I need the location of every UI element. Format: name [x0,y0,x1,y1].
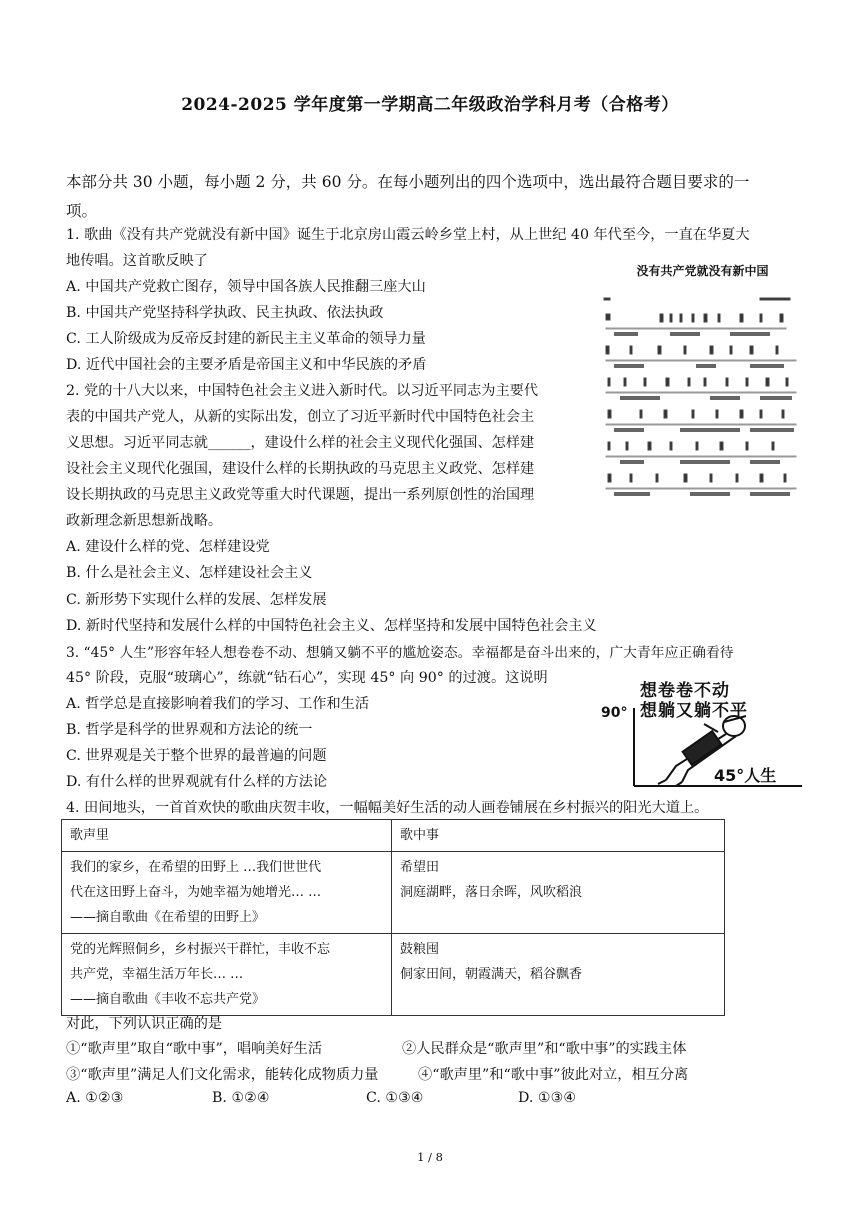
table-header-stories: 歌中事 [392,820,725,852]
q2-option-c: C. 新形势下实现什么样的发展、怎样发展 [66,592,327,608]
cartoon-caption-line-1: 想卷卷不动 [640,681,730,701]
table-cell [62,852,392,934]
q3-option-c: C. 世界观是关于整个世界的最普遍的问题 [66,748,327,764]
section-instructions [66,168,826,226]
lyric-line: 我们的家乡，在希望的田野上 …我们世世代 [70,860,322,875]
q2-stem-line-4: 设社会主义现代化强国，建设什么样的长期执政的马克思主义政党、怎样建 [66,461,535,477]
q4-statement-1: ①“歌声里”取自“歌中事”，唱响美好生活 [66,1041,323,1057]
sheet-music-figure [600,258,805,520]
table-cell [62,934,392,1016]
q1-option-d: D. 近代中国社会的主要矛盾是帝国主义和中华民族的矛盾 [66,357,427,373]
story-description: 洞庭湖畔，落日余晖，风吹稻浪 [400,885,583,900]
sheet-music-title: 没有共产党就没有新中国 [636,264,769,278]
lyric-line: 共产党，幸福生活万年长… … [70,967,244,982]
q1-option-a: A. 中国共产党救亡图存，领导中国各族人民推翻三座大山 [66,279,426,295]
instructions-line-2: 项。 [66,202,98,220]
table-row [62,852,725,934]
table-row [62,934,725,1016]
table-cell [392,934,725,1016]
q1-stem-line-2: 地传唱。这首歌反映了 [66,253,208,269]
page-number: 1 / 8 [417,1150,443,1164]
lyric-line: 代在这田野上奋斗，为她幸福为她增光… … [70,885,322,900]
q4-option-c: C. ①③④ [366,1090,424,1106]
q4-statement-2: ②人民群众是“歌声里”和“歌中事”的实践主体 [402,1041,687,1057]
q3-option-d: D. 有什么样的世界观就有什么样的方法论 [66,774,328,790]
q3-stem-line-1: 3. “45° 人生”形容年轻人想卷卷不动、想躺又躺不平的尴尬姿态。幸福都是奋斗出来的，广大青年应正确看待 [66,645,734,661]
q3-option-b: B. 哲学是科学的世界观和方法论的统一 [66,722,313,738]
sheet-music-notation-image [600,288,805,513]
q4-option-a: A. ①②③ [66,1090,124,1106]
q2-stem-line-3: 义思想。习近平同志就______，建设什么样的社会主义现代化强国、怎样建 [66,435,535,451]
q4-option-b: B. ①②④ [212,1090,270,1106]
story-title: 鼓粮囤 [400,942,440,957]
q4-stem: 4. 田间地头，一首首欢快的歌曲庆贺丰收，一幅幅美好生活的动人画卷铺展在乡村振兴的阳光大道上。 [66,800,709,816]
table-header-songs: 歌声里 [62,820,392,852]
q4-statement-4: ④“歌声里”和“歌中事”彼此对立，相互分离 [418,1067,689,1083]
q2-stem-line-2: 表的中国共产党人，从新的实际出发，创立了习近平新时代中国特色社会主 [66,409,535,425]
cartoon-90-degree-label: 90° [601,705,628,721]
q4-option-d: D. ①③④ [518,1090,577,1106]
q3-stem-line-2: 45° 阶段，克服“玻璃心”，练就“钻石心”，实现 45° 向 90° 的过渡。这说明 [66,670,548,686]
table-header-row [62,820,725,852]
q2-option-d: D. 新时代坚持和发展什么样的中国特色社会主义、怎样坚持和发展中国特色社会主义 [66,618,597,634]
q1-option-c: C. 工人阶级成为反帝反封建的新民主主义革命的领导力量 [66,331,426,347]
songs-table [61,819,725,1016]
cartoon-45-degree-label: 45°人生 [714,766,777,785]
q2-stem-line-6: 政新理念新思想新战略。 [66,513,223,529]
exam-title: 2024-2025 学年度第一学期高二年级政治学科月考（合格考） [181,95,679,115]
lyric-line: 党的光辉照侗乡，乡村振兴干群忙，丰收不忘 [70,942,331,957]
q4-prompt: 对此，下列认识正确的是 [66,1016,223,1032]
q2-option-b: B. 什么是社会主义、怎样建设社会主义 [66,565,313,581]
q1-option-b: B. 中国共产党坚持科学执政、民主执政、依法执政 [66,305,384,321]
cartoon-caption-line-2: 想躺又躺不平 [640,701,748,721]
q3-option-a: A. 哲学总是直接影响着我们的学习、工作和生活 [66,696,370,712]
q1-stem-line-1: 1. 歌曲《没有共产党就没有新中国》诞生于北京房山霞云岭乡堂上村，从上世纪 40 年代至今，一直在华夏大 [66,227,750,243]
cartoon-45-degree-life [596,668,806,790]
table-cell [392,852,725,934]
q4-statement-3: ③“歌声里”满足人们文化需求，能转化成物质力量 [66,1067,379,1083]
story-description: 侗家田间，朝霞满天，稻谷飘香 [400,967,583,982]
q2-stem-line-1: 2. 党的十八大以来，中国特色社会主义进入新时代。以习近平同志为主要代 [66,383,539,399]
q2-option-a: A. 建设什么样的党、怎样建设党 [66,539,270,555]
lyric-source: ——摘自歌曲《在希望的田野上》 [70,910,266,925]
q2-stem-line-5: 设长期执政的马克思主义政党等重大时代课题，提出一系列原创性的治国理 [66,487,535,503]
lyric-source: ——摘自歌曲《丰收不忘共产党》 [70,992,266,1007]
instructions-line-1: 本部分共 30 小题，每小题 2 分，共 60 分。在每小题列出的四个选项中，选出最符合题目要求的一 [66,173,750,191]
story-title: 希望田 [400,860,440,875]
